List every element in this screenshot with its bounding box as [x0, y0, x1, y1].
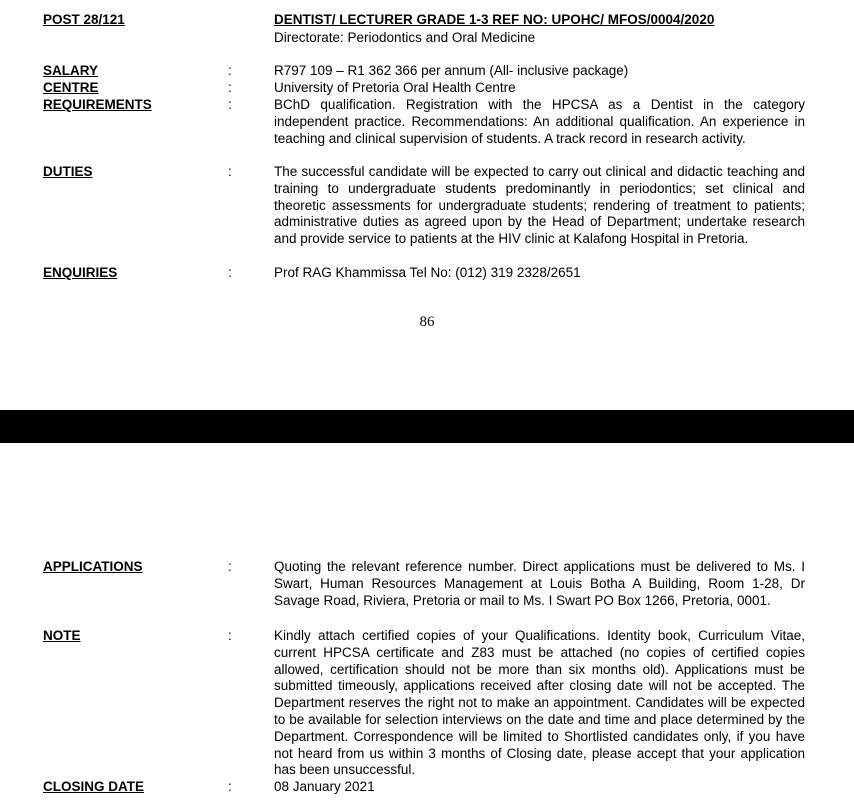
field-separator: :	[228, 80, 232, 95]
field-label: CLOSING DATE	[43, 779, 144, 794]
field-value: University of Pretoria Oral Health Centre	[274, 80, 516, 95]
field-separator: :	[228, 97, 232, 112]
field-separator: :	[228, 63, 232, 78]
field-separator: :	[228, 628, 232, 643]
field-value: The successful candidate will be expected to carry out clinical and didactic teaching and training to undergraduate students predominantly in periodontics; set clinical and theoretic assessments for undergraduate students; rendering of treatment to patients; administrative duties as agreed upon by the Head of Department; undertake research and provide service to patients at the HIV clinic at Kalafong Hospital in Pretoria.	[274, 164, 805, 247]
field-separator: :	[228, 164, 232, 179]
field-label: ENQUIRIES	[43, 265, 118, 280]
field-label: CENTRE	[43, 80, 99, 95]
post-title: DENTIST/ LECTURER GRADE 1-3 REF NO: UPOHC/ MFOS/0004/2020	[274, 12, 715, 27]
field-value: Kindly attach certified copies of your Qualifications. Identity book, Curriculum Vitae, current HPCSA certificate and Z83 must be attached (no copies of certified copies allowed, certification should not be more than six months old). Applications must be submitted timeously, applications received after closing date will not be accepted. The Department reserves the right not to make an appointment. Candidates will be expected to be available for selection interviews on the date and time and place determined by the Department. Correspondence will be limited to Shortlisted candidates only, if you have not heard from us within 3 months of Closing date, please accept that your application has been unsuccessful.	[274, 628, 805, 778]
page-number: 86	[419, 314, 435, 330]
document-page-bottom	[0, 443, 854, 807]
field-label: APPLICATIONS	[43, 559, 143, 574]
field-label: DUTIES	[43, 164, 93, 179]
field-value: R797 109 – R1 362 366 per annum (All- inclusive package)	[274, 63, 629, 78]
field-separator: :	[228, 265, 232, 280]
field-value: 08 January 2021	[274, 779, 375, 794]
field-label: SALARY	[43, 63, 99, 78]
post-directorate: Directorate: Periodontics and Oral Medicine	[274, 30, 536, 45]
field-value: Quoting the relevant reference number. Direct applications must be delivered to Ms. I Swart, Human Resources Management at Louis Botha A Building, Room 1-28, Dr Savage Road, Riviera, Pretoria or mail to Ms. I Swart PO Box 1266, Pretoria, 0001.	[274, 559, 805, 608]
field-separator: :	[228, 779, 232, 794]
field-separator: :	[228, 559, 232, 574]
field-label: NOTE	[43, 628, 81, 643]
field-value: BChD qualification. Registration with the HPCSA as a Dentist in the category independent practice. Recommendations: An additional qualification. An experience in teaching and clinical supervision of students. A track record in research activity.	[274, 97, 805, 146]
post-number: POST 28/121	[43, 12, 125, 27]
field-label: REQUIREMENTS	[43, 97, 152, 112]
field-value: Prof RAG Khammissa Tel No: (012) 319 2328/2651	[274, 265, 581, 280]
page-divider	[0, 410, 854, 443]
